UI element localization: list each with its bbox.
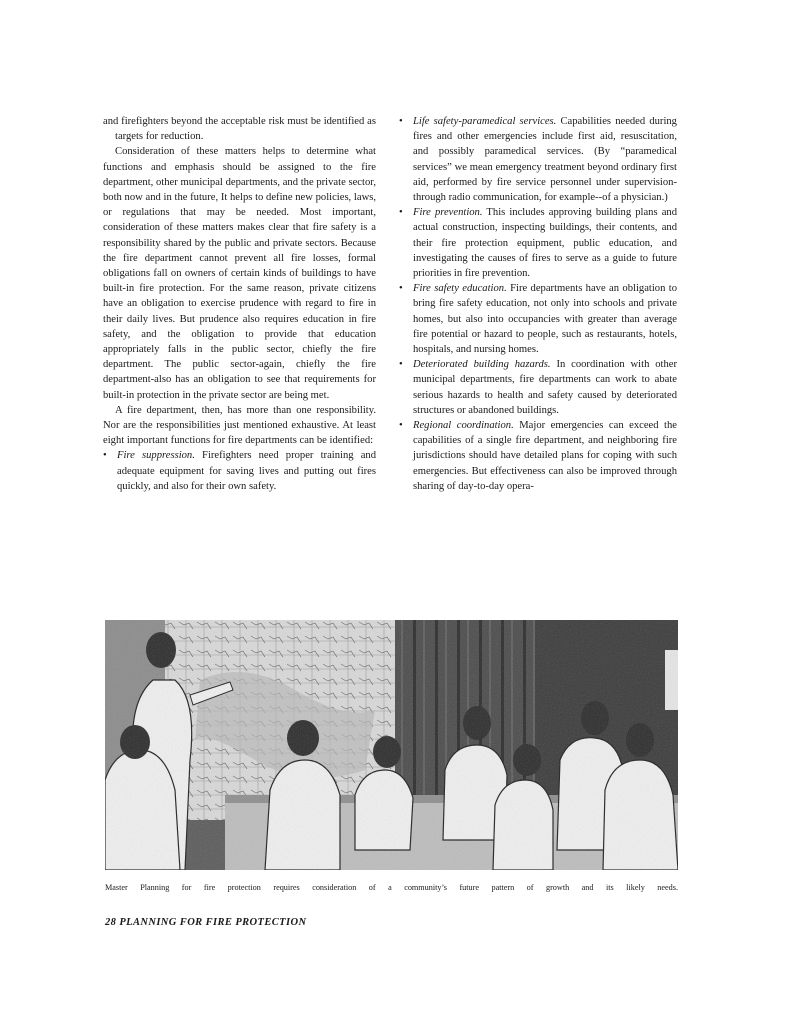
left-column — [103, 114, 376, 494]
bullet-title: Regional coordination. — [413, 420, 514, 432]
bullet-dot: • — [103, 450, 107, 462]
bullet-deteriorated-buildings — [399, 357, 677, 418]
bullet-fire-safety-education — [399, 281, 677, 357]
bullet-text: Capabilities needed during fires and other emergencies include first aid, resuscitation, and possibly paramedical services. (By “paramedical services” we mean emergency treatment beyond ordinary first aid, performed by fire service personnel under supervision-through radio communication, for example--of a physician.) — [413, 116, 677, 204]
paragraph-responsibility: A fire department, then, has more than one responsibility. Nor are the responsibilities just mentioned exhaustive. At least eight important functions for fire departments can be identified: — [103, 404, 376, 447]
bullet-text: Major emergencies can exceed the capabilities of a single fire department, and neighboring fire jurisdictions should have detailed plans for coping with such emergencies. But effectiveness can also be improved through sharing of day-to-day opera- — [413, 420, 677, 492]
photo-caption: Master Planning for fire protection requires consideration of a community’s future pattern of growth and its likely needs. — [105, 883, 678, 892]
bullet-title: Life safety-paramedical services. — [413, 116, 557, 127]
bullet-title: Fire prevention. — [413, 207, 483, 219]
bullet-dot: • — [399, 420, 403, 432]
bullet-dot: • — [399, 116, 403, 127]
bullet-fire-prevention — [399, 205, 677, 281]
meeting-photo — [105, 620, 678, 870]
paragraph-consideration: Consideration of these matters helps to determine what functions and emphasis should be assigned to the fire department, other municipal departments, and the private sector, both now and in the future, It helps to define new policies, laws, or regulations that may be needed. Most important, consideration of these matters makes clear that fire safety is a responsibility shared by the public and private sectors. Because the fire department cannot prevent all fire losses, formal obligations fall on owners of certain kinds of buildings to have built-in fire protection. For the same reason, private citizens have an obligation to exercise prudence with regard to fire in their daily lives. But prudence also requires education in fire safety, and the obligation to provide that education appropriately falls in the public sector, chiefly the fire department. The public sector-again, chiefly the fire department-also has an obligation to see that requirements for built-in protection in the private sector are being met. — [103, 146, 376, 401]
bullet-life-safety — [399, 114, 677, 205]
page-folio: 28 PLANNING FOR FIRE PROTECTION — [105, 917, 307, 928]
bullet-title: Fire safety education. — [413, 283, 507, 295]
bullet-title: Fire suppression. — [117, 450, 195, 462]
bullet-regional-coordination — [399, 418, 677, 494]
bullet-dot: • — [399, 359, 403, 371]
right-column — [399, 114, 677, 494]
bullet-dot: • — [399, 283, 403, 295]
bullet-fire-suppression — [103, 448, 376, 494]
bullet-text: This includes approving building plans and actual construction, inspecting buildings, their contents, and their fire protection equipment, public education, and investigating the causes of fires to serve as a guide to future priorities in fire prevention. — [413, 207, 677, 280]
meeting-photo-illustration — [105, 620, 678, 870]
bullet-dot: • — [399, 207, 403, 219]
bullet-text: In coordination with other municipal departments, fire departments can work to abate serious hazards to health and safety caused by deteriorated structures or abandoned buildings. — [413, 359, 677, 416]
bullet-text: Firefighters need proper training and adequate equipment for saving lives and putting out fires quickly, and also for their own safety. — [117, 450, 377, 492]
paragraph-continued: and firefighters beyond the acceptable risk must be identified as targets for reduction. — [103, 116, 376, 143]
bullet-text: Fire departments have an obligation to bring fire safety education, not only into schools and private homes, but also into occupancies with greater than average fire potential or hazard to people, such as restaurants, hotels, hospitals, and nursing homes. — [413, 283, 677, 356]
bullet-title: Deteriorated building hazards. — [413, 359, 551, 371]
